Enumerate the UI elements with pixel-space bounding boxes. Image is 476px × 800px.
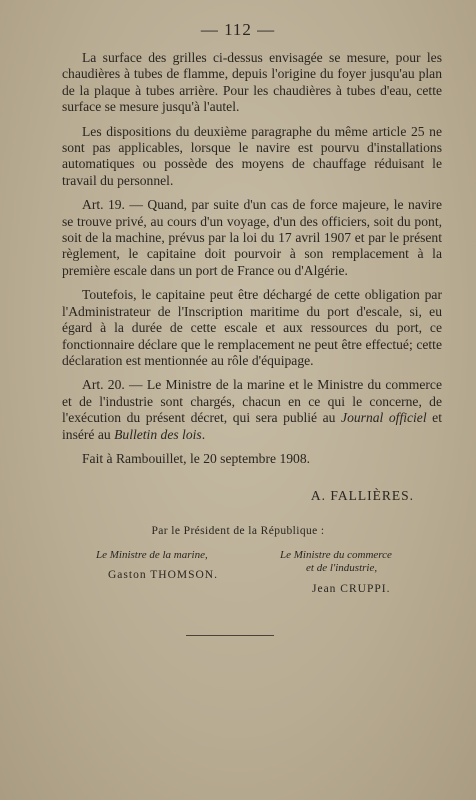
journal-officiel: Journal officiel (341, 410, 427, 426)
minister-commerce-title-line2: et de l'industrie, (306, 562, 378, 574)
minister-marine-block (96, 549, 266, 581)
paragraph-article-19: Art. 19. — Quand, par suite d'un cas de force majeure, le navire se trouve privé, au cours d'un voyage, d'un des officiers, soit du pont, soit de la machine, prévus par la loi du 17 avril 1907 et par le présent règlement, le capitaine doit pourvoir à son remplacement à la première escale dans un port de France ou d'Algérie. (62, 197, 442, 278)
body-text (62, 50, 442, 475)
minister-marine-title: Le Ministre de la marine, (96, 549, 208, 561)
paragraph-article-20 (62, 377, 442, 443)
article-20-text: Art. 20. — Le Ministre de la marine et le Ministre du commerce et de l'industrie sont chargés, chacun en ce qui le concerne, de l'exécution du présent décret, qui sera publié au (62, 377, 442, 426)
minister-commerce-block (280, 549, 440, 595)
paragraph-toutefois: Toutefois, le capitaine peut être déchargé de cette obligation par l'Administrateur de l'Inscription maritime du port d'escale, si, eu égard à la durée de cette escale et aux ressources du port, ce fonctionnaire déclare que le remplacement ne peut être effectué; cette déclaration est mentionnée au rôle d'équipage. (62, 287, 442, 368)
page-number: — 112 — (200, 20, 276, 39)
minister-commerce-name: Jean CRUPPI. (312, 583, 391, 595)
president-signature: A. FALLIÈRES. (310, 488, 414, 503)
article-20-end: . (201, 426, 206, 442)
article-20-middle: et inséré au (62, 410, 442, 442)
par-le-president: Par le Président de la République : (151, 525, 325, 537)
minister-marine-name: Gaston THOMSON. (108, 569, 218, 581)
paragraph-grate-surface: La surface des grilles ci-dessus envisagée se mesure, pour les chaudières à tubes de flamme, depuis l'origine du foyer jusqu'au plan de la plaque à tubes arrière. Pour les chaudières à tubes d'eau, cette surface se mesure jusqu'à l'autel. (62, 50, 442, 115)
bulletin-des-lois: Bulletin des lois (114, 426, 202, 442)
paragraph-article-25: Les dispositions du deuxième paragraphe du même article 25 ne sont pas applicables, lorsque le navire est pourvu d'installations automatiques ou possède des moyens de chauffage réduisant le travail du personnel. (62, 123, 442, 188)
closing-rule (186, 635, 274, 636)
fait-a-rambouillet: Fait à Rambouillet, le 20 septembre 1908. (82, 450, 311, 466)
minister-commerce-title-line1: Le Ministre du commerce (280, 549, 392, 561)
